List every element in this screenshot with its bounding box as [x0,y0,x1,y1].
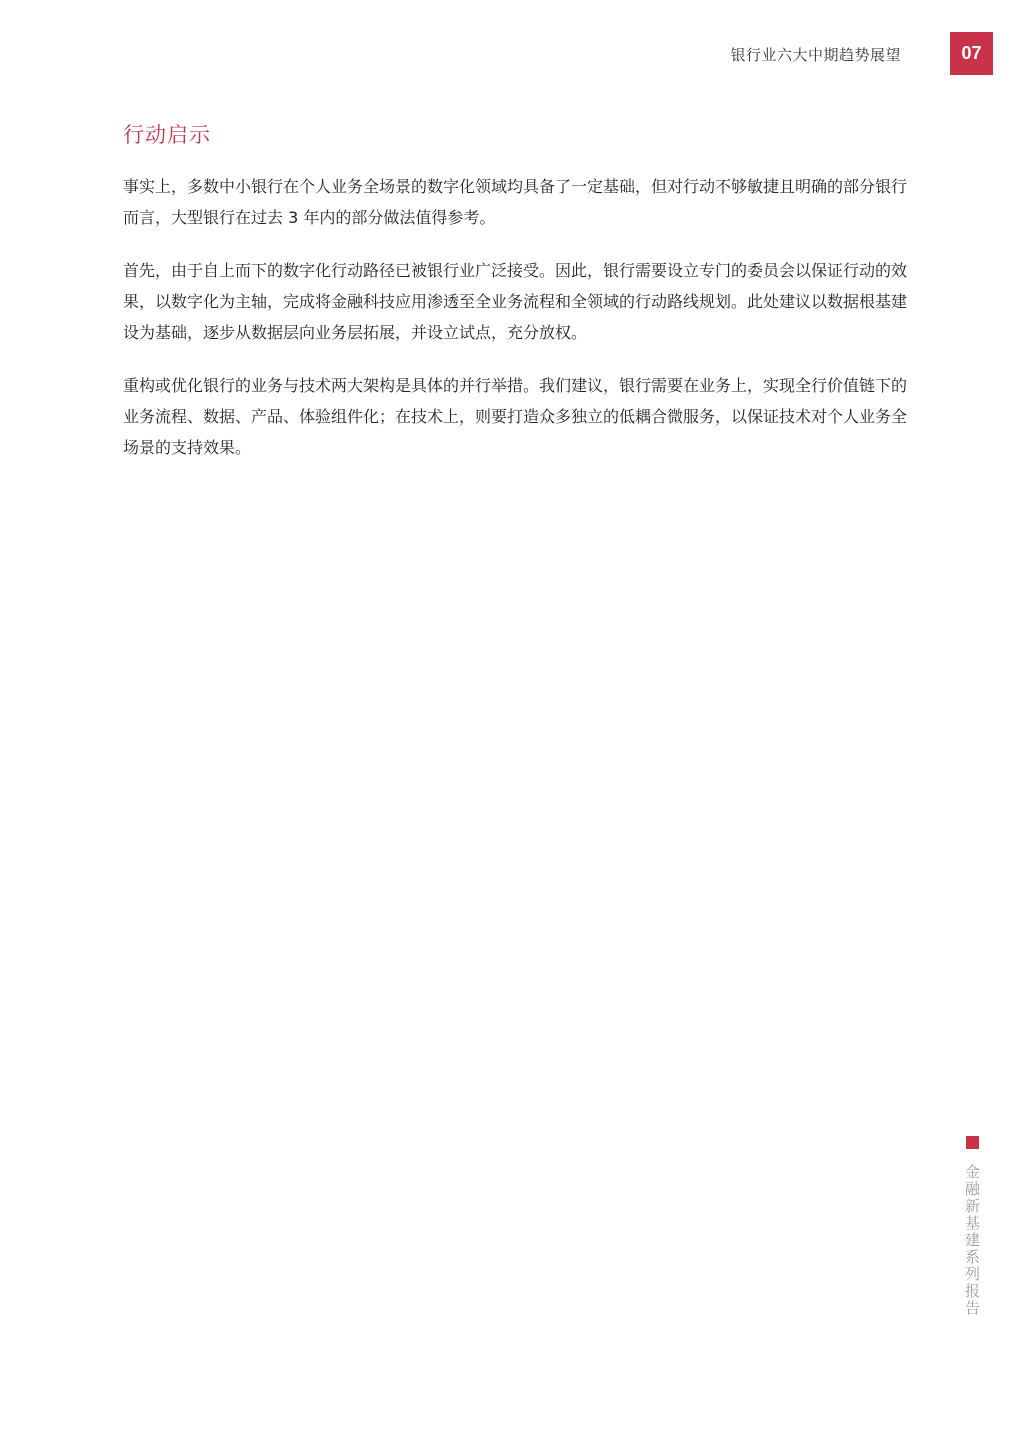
section-heading: 行动启示 [123,123,211,147]
paragraph: 重构或优化银行的业务与技术两大架构是具体的并行举措。我们建议，银行需要在业务上，实现全行价值链下的业务流程、数据、产品、体验组件化；在技术上，则要打造众多独立的低耦合微服务，以保证技术对个人业务全场景的支持效果。 [123,376,908,457]
side-marker-square [966,1136,979,1149]
page-number-badge: 07 [950,32,993,75]
running-header-title: 银行业六大中期趋势展望 [730,46,901,64]
body-text [123,171,907,485]
series-label-vertical: 金融新基建系列报告 [963,1164,981,1317]
paragraph: 事实上，多数中小银行在个人业务全场景的数字化领域均具备了一定基础，但对行动不够敏捷且明确的部分银行而言，大型银行在过去 3 年内的部分做法值得参考。 [123,177,908,227]
paragraph: 首先，由于自上而下的数字化行动路径已被银行业广泛接受。因此，银行需要设立专门的委员会以保证行动的效果，以数字化为主轴，完成将金融科技应用渗透至全业务流程和全领域的行动路线规划。此处建议以数据根基建设为基础，逐步从数据层向业务层拓展，并设立试点，充分放权。 [123,261,908,342]
